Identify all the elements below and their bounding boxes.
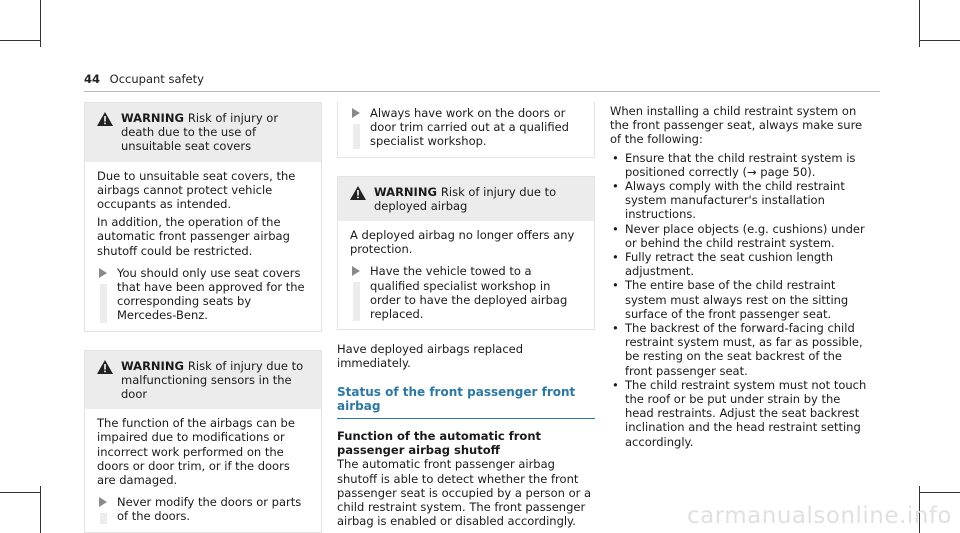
bullet-list — [610, 151, 872, 449]
warning-body — [338, 221, 594, 329]
warning-body — [85, 409, 321, 531]
warning-title-text: Risk of injury due to deployed airbag — [374, 184, 557, 213]
step-text: Always have work on the doors or door trim carried out at a qualified specialist workshop. — [370, 106, 569, 149]
warning-paragraph: Due to unsuitable seat covers, the airbags cannot protect vehicle occupants as intended. — [97, 168, 296, 212]
warning-triangle-icon — [97, 112, 115, 129]
step-text: Have the vehicle towed to a qualified specialist workshop in order to have the deployed airbag replaced. — [370, 264, 568, 322]
warning-box — [337, 176, 595, 331]
crop-mark — [920, 492, 960, 493]
warning-box — [84, 350, 322, 533]
step-bar — [97, 266, 117, 323]
right-column — [610, 104, 872, 449]
list-item: • The child restraint system must not touch the roof or be put under strain by the head restraints. Adjust the seat backrest inclination and the head restraint setting accordingly. — [610, 378, 872, 449]
warning-box — [84, 102, 322, 332]
warning-triangle-icon — [97, 360, 115, 377]
warning-header — [85, 103, 321, 162]
crop-mark — [40, 0, 41, 47]
crop-mark — [0, 40, 40, 41]
header-divider — [84, 91, 880, 92]
section-title: Status of the front passenger front airbag — [337, 385, 595, 419]
list-item: • The entire base of the child restraint system must always rest on the sitting surface of the front passenger seat. — [610, 278, 872, 321]
crop-mark — [0, 492, 40, 493]
step-bar — [350, 106, 370, 149]
middle-column — [337, 102, 595, 532]
section-name: Occupant safety — [109, 72, 204, 86]
step-text: Never modify the doors or parts of the doors. — [117, 495, 302, 524]
instruction-step — [350, 106, 584, 149]
step-bar — [97, 495, 117, 523]
warning-paragraph: In addition, the operation of the automatic front passenger airbag shutoff could be restricted. — [97, 215, 290, 258]
warning-title — [121, 111, 311, 154]
left-column — [84, 102, 322, 533]
list-item: • The backrest of the forward-facing child restraint system must, as far as possible, be resting on the seat backrest of the front passenger seat. — [610, 321, 872, 378]
paragraph: The automatic front passenger airbag shutoff is able to detect whether the front passenger seat is occupied by a person or a child restraint system. The front passenger airbag is enabled or disabled accordingly. — [337, 457, 592, 529]
warning-label: WARNING — [374, 184, 437, 199]
arrow-right-icon — [99, 268, 107, 278]
warning-paragraph: The function of the airbags can be impaired due to modifications or incorrect work performed on the doors or door trim, or if the doors are damaged. — [97, 416, 295, 488]
step-bar — [350, 264, 370, 321]
warning-title-text: Risk of injury or death due to the use of unsuitable seat covers — [121, 111, 279, 154]
watermark: carmanualsonline.info — [686, 503, 952, 529]
warning-header — [85, 351, 321, 410]
list-item: • Fully retract the seat cushion length adjustment. — [610, 250, 872, 278]
instruction-step — [350, 264, 584, 321]
instruction-step — [97, 495, 311, 523]
warning-title — [121, 359, 311, 402]
continued-body — [338, 102, 594, 157]
continued-box — [337, 102, 595, 158]
arrow-right-icon — [352, 266, 360, 276]
body-text — [337, 457, 595, 528]
page-header — [84, 72, 204, 86]
subheading: Function of the automatic front passenger airbag shutoff — [337, 429, 542, 458]
warning-label: WARNING — [121, 111, 184, 125]
page-number: 44 — [84, 72, 101, 86]
intro-text — [610, 104, 872, 147]
instruction-step — [97, 266, 311, 323]
warning-title-text: Risk of injury due to malfunctioning sensors in the door — [121, 358, 304, 402]
warning-title — [374, 185, 584, 213]
list-item: • Never place objects (e.g. cushions) under or behind the child restraint system. — [610, 222, 872, 250]
warning-triangle-icon — [350, 186, 368, 203]
paragraph: When installing a child restraint system on the front passenger seat, always make sure of the following: — [610, 104, 863, 147]
arrow-right-icon — [99, 497, 107, 507]
body-text — [337, 342, 595, 370]
list-item: • Always comply with the child restraint system manufacturer's installation instructions. — [610, 179, 872, 222]
warning-header — [338, 177, 594, 221]
warning-label: WARNING — [121, 358, 184, 373]
warning-body — [85, 162, 321, 331]
crop-mark — [40, 486, 41, 533]
warning-paragraph: A deployed airbag no longer offers any protection. — [350, 228, 575, 257]
list-item: • Ensure that the child restraint system is positioned correctly (→ page 50). — [610, 151, 872, 179]
paragraph: Have deployed airbags replaced immediately. — [337, 342, 524, 371]
crop-mark — [920, 40, 960, 41]
arrow-right-icon — [352, 108, 360, 118]
step-text: You should only use seat covers that have been approved for the corresponding seats by Mercedes-Benz. — [117, 265, 305, 323]
